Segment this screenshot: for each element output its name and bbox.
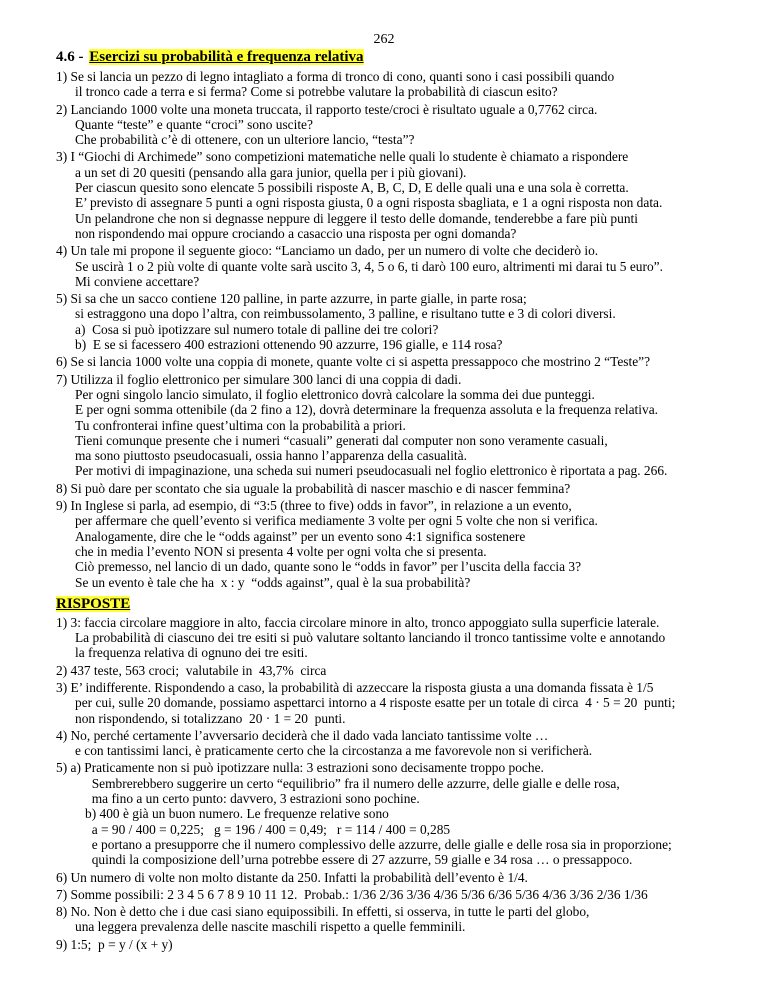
exercise-item-line: Tieni comunque presente che i numeri “casuali” generati dal computer non sono veramente casuali,	[75, 432, 608, 448]
exercise-item-line: che in media l’evento NON si presenta 4 volte per ogni volta che si presenta.	[75, 543, 487, 559]
exercise-item-line: E per ogni somma ottenibile (da 2 fino a 12), dovrà determinare la frequenza assoluta e la frequenza relativa.	[75, 402, 658, 418]
exercise-item-line: Analogamente, dire che le “odds against” per un evento sono 4:1 significa sostenere	[75, 528, 526, 544]
answer-item-line: b) 400 è già un buon numero. Le frequenze relative sono	[75, 806, 389, 822]
exercise-item-line: 4) Un tale mi propone il seguente gioco: “Lanciamo un dado, per un numero di volte che deciderò io.	[56, 243, 599, 259]
exercise-item	[56, 372, 712, 479]
exercise-item-line: Tu confronterai infine quest’ultima con la probabilità a priori.	[75, 417, 406, 433]
exercise-item-line: Un pelandrone che non si degnasse neppure di leggere il testo delle domande, tenderebbe a fare più punti	[75, 210, 638, 226]
exercise-item-line: 9) In Inglese si parla, ad esempio, di “3:5 (three to five) odds in favor”, in relazione a un evento,	[56, 498, 572, 514]
answers-title: RISPOSTE	[56, 595, 131, 612]
exercise-item-line: a un set di 20 quesiti (pensando alla gara junior, quella per i più giovani).	[75, 164, 467, 180]
exercise-item-line: il tronco cade a terra e si ferma? Come si potrebbe valutare la probabilità di ciascun esito?	[75, 84, 558, 100]
answer-item-line: 1) 3: faccia circolare maggiore in alto, faccia circolare minore in alto, tronco appoggiato sulla superficie laterale.	[56, 614, 660, 630]
exercise-item-line: non rispondendo mai oppure crociando a casaccio una risposta per ogni domanda?	[75, 225, 517, 241]
answer-item-line: 6) Un numero di volte non molto distante da 250. Infatti la probabilità dell’evento è 1/4.	[56, 869, 528, 885]
answer-item-line: 3) E’ indifferente. Rispondendo a caso, la probabilità di azzeccare la risposta giusta a una domanda fissata è 1/5	[56, 679, 654, 695]
section-number: 4.6 -	[56, 49, 84, 65]
answer-item-line: 5) a) Praticamente non si può ipotizzare nulla: 3 estrazioni sono decisamente troppo poche.	[56, 760, 544, 776]
exercise-item-line: 3) I “Giochi di Archimede” sono competizioni matematiche nelle quali lo studente è chiamato a rispondere	[56, 149, 629, 165]
exercise-item	[56, 354, 712, 369]
answer-item-line: e con tantissimi lanci, è praticamente certo che la circostanza a me favorevole non si verificherà.	[75, 743, 593, 759]
answer-item	[56, 663, 712, 678]
answer-item	[56, 937, 712, 952]
answer-item-line: 7) Somme possibili: 2 3 4 5 6 7 8 9 10 11 12. Probab.: 1/36 2/36 3/36 4/36 5/36 6/36 5/36 4/36 3/36 2/36 1/36	[56, 886, 648, 902]
exercise-item-line: Per ciascun quesito sono elencate 5 possibili risposte A, B, C, D, E delle quali una e una sola è corretta.	[75, 180, 629, 196]
exercise-item-line: 6) Se si lancia 1000 volte una coppia di monete, quante volte ci si aspetta pressappoco che mostrino 2 “Teste”?	[56, 354, 651, 370]
answer-item-line: e portano a presupporre che il numero complessivo delle azzurre, delle gialle e delle rosa sia in proporzione;	[75, 836, 672, 852]
exercise-item-line: Per motivi di impaginazione, una scheda sui numeri pseudocasuali nel foglio elettronico è riportata a pag. 266.	[75, 463, 668, 479]
answer-item	[56, 728, 712, 759]
exercise-item-line: Che probabilità c’è di ottenere, con un ulteriore lancio, “testa”?	[75, 132, 415, 148]
exercise-item-line: Se uscirà 1 o 2 più volte di quante volte sarà uscito 3, 4, 5 o 6, ti darò 100 euro, altrimenti mi darai tu 5 euro”.	[75, 258, 663, 274]
answer-item-line: Sembrerebbero suggerire un certo “equilibrio” fra il numero delle azzurre, delle gialle e delle rosa,	[75, 775, 620, 791]
exercise-item	[56, 498, 712, 590]
answer-list	[56, 615, 712, 952]
exercise-item-line: 7) Utilizza il foglio elettronico per simulare 300 lanci di una coppia di dadi.	[56, 371, 462, 387]
answer-item	[56, 887, 712, 902]
answer-item-line: La probabilità di ciascuno dei tre esiti si può valutare soltanto lanciando il tronco tantissime volte e annotando	[75, 630, 666, 646]
answer-item-line: non rispondendo, si totalizzano 20 · 1 = 20 punti.	[75, 710, 346, 726]
exercise-item	[56, 102, 712, 148]
exercise-item-line: Per ogni singolo lancio simulato, il foglio elettronico dovrà calcolare la somma dei due punteggi.	[75, 386, 595, 402]
exercise-item-line: Mi conviene accettare?	[75, 273, 200, 289]
answer-item	[56, 904, 712, 935]
answer-item-line: la frequenza relativa di ognuno dei tre esiti.	[75, 645, 308, 661]
exercise-item-line: 2) Lanciando 1000 volte una moneta truccata, il rapporto teste/croci è risultato uguale a 0,7762 circa.	[56, 101, 598, 117]
exercise-item-line: b) E se si facessero 400 estrazioni ottenendo 90 azzurre, 196 gialle, e 114 rosa?	[75, 337, 503, 353]
answer-item	[56, 870, 712, 885]
answer-item-line: 9) 1:5; p = y / (x + y)	[56, 936, 173, 952]
exercise-item-line: a) Cosa si può ipotizzare sul numero totale di palline dei tre colori?	[75, 321, 439, 337]
answer-item	[56, 615, 712, 661]
exercise-item-line: ma sono piuttosto pseudocasuali, ossia hanno l’apparenza della casualità.	[75, 448, 467, 464]
section-title: Esercizi su probabilità e frequenza relativa	[89, 49, 364, 65]
exercise-item	[56, 481, 712, 496]
exercise-item-line: Ciò premesso, nel lancio di un dado, quante sono le “odds in favor” per l’uscita della faccia 3?	[75, 559, 582, 575]
answer-item	[56, 680, 712, 726]
answer-item-line: una leggera prevalenza delle nascite maschili rispetto a quelle femminili.	[75, 919, 466, 935]
answer-item-line: ma fino a un certo punto: davvero, 3 estrazioni sono pochine.	[75, 791, 420, 807]
answer-item-line: 2) 437 teste, 563 croci; valutabile in 43,7% circa	[56, 662, 327, 678]
answers-heading	[56, 595, 712, 613]
exercise-item	[56, 291, 712, 352]
exercise-item-line: si estraggono una dopo l’altra, con reimbussolamento, 3 palline, e risultano tutte e 3 di colori diversi.	[75, 306, 616, 322]
exercise-item-line: 1) Se si lancia un pezzo di legno intagliato a forma di tronco di cono, quanti sono i casi possibili quando	[56, 69, 615, 84]
answer-item-line: quindi la composizione dell’urna potrebbe essere di 27 azzurre, 59 gialle e 34 rosa … o pressappoco.	[75, 852, 633, 868]
section-heading	[56, 48, 712, 66]
answer-item-line: a = 90 / 400 = 0,225; g = 196 / 400 = 0,49; r = 114 / 400 = 0,285	[75, 821, 451, 837]
exercise-item	[56, 69, 712, 100]
exercise-item-line: 5) Si sa che un sacco contiene 120 palline, in parte azzurre, in parte gialle, in parte rosa;	[56, 291, 527, 307]
exercise-item	[56, 149, 712, 241]
exercise-item-line: per affermare che quell’evento si verifica mediamente 3 volte per ogni 5 volte che non si verifica.	[75, 513, 598, 529]
exercise-item-line: 8) Si può dare per scontato che sia uguale la probabilità di nascer maschio e di nascer femmina?	[56, 480, 571, 496]
page-number: 262	[373, 32, 395, 47]
exercise-item	[56, 243, 712, 289]
exercise-item-line: Se un evento è tale che ha x : y “odds against”, qual è la sua probabilità?	[75, 574, 471, 590]
answer-item-line: 4) No, perché certamente l’avversario deciderà che il dado vada lanciato tantissime volte …	[56, 727, 549, 743]
exercise-item-line: E’ previsto di assegnare 5 punti a ogni risposta giusta, 0 a ogni risposta sbagliata, e 1 a ogni risposta non data.	[75, 195, 663, 211]
exercise-item-line: Quante “teste” e quante “croci” sono uscite?	[75, 116, 313, 132]
answer-item-line: 8) No. Non è detto che i due casi siano equipossibili. In effetti, si osserva, in tutte le parti del globo,	[56, 904, 590, 920]
answer-item-line: per cui, sulle 20 domande, possiamo aspettarci intorno a 4 risposte esatte per un totale di circa 4 · 5 = 20 punti;	[75, 695, 676, 711]
exercise-list	[56, 69, 712, 590]
answer-item	[56, 760, 712, 867]
